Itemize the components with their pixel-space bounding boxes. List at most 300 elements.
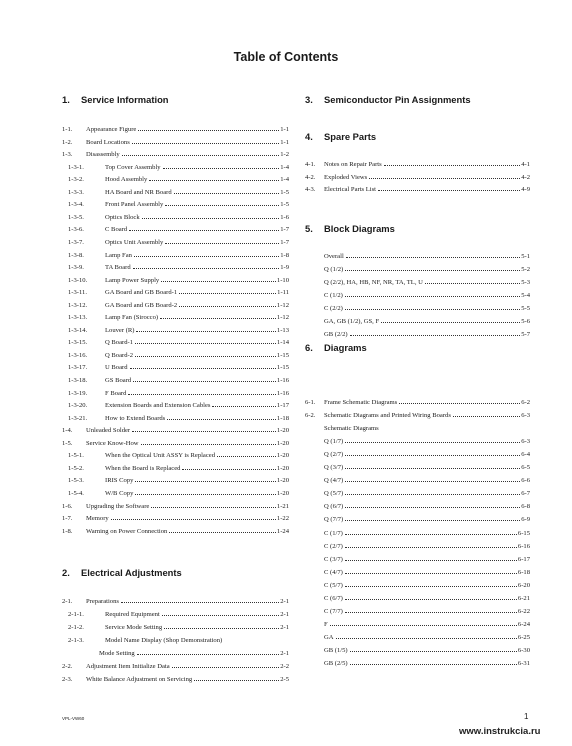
section-number: 4. — [305, 131, 313, 142]
entry-title: GB (2/5) — [324, 660, 348, 667]
entry-title: U Board — [105, 364, 128, 371]
dot-leader — [381, 322, 520, 323]
entry-page: 1-21 — [276, 503, 289, 510]
entry-title: Top Cover Assembly — [105, 164, 161, 171]
toc-entry[interactable] — [62, 513, 289, 524]
entry-page: 1-1 — [280, 139, 289, 146]
toc-entry[interactable] — [305, 658, 530, 669]
toc-entry[interactable] — [62, 262, 289, 273]
entry-number: 1-3-14. — [68, 327, 88, 334]
section-heading — [305, 342, 367, 353]
entry-title: Disassembly — [86, 151, 120, 158]
entry-title: C Board — [105, 226, 128, 233]
entry-title: GB (1/5) — [324, 647, 348, 654]
entry-title: Service Mode Setting — [105, 624, 163, 631]
toc-entry[interactable] — [305, 329, 530, 340]
section-heading — [62, 567, 182, 578]
dot-leader — [345, 573, 517, 574]
entry-page: 1-4 — [280, 176, 289, 183]
entry-page: 5-6 — [521, 318, 530, 325]
toc-entry[interactable] — [305, 619, 530, 630]
entry-page: 6-17 — [517, 556, 530, 563]
entry-number: 1-4. — [62, 427, 73, 434]
dot-leader — [345, 270, 520, 271]
dot-leader — [161, 281, 276, 282]
entry-title: C (2/2) — [324, 305, 343, 312]
dot-leader — [179, 306, 276, 307]
toc-entry[interactable] — [305, 514, 530, 525]
entry-number: 1-1. — [62, 126, 73, 133]
toc-entry[interactable] — [62, 212, 289, 223]
dot-leader — [217, 456, 276, 457]
entry-page: 5-7 — [521, 331, 530, 338]
entry-page: 1-20 — [276, 465, 289, 472]
entry-title: Schematic Diagrams and Printed Wiring Boards — [324, 412, 451, 419]
page-number: 1 — [524, 712, 529, 721]
entry-number: 1-5-4. — [68, 490, 84, 497]
entry-title: Adjustment Item Initialize Data — [86, 663, 170, 670]
section-heading — [62, 94, 169, 105]
entry-title: Q (7/7) — [324, 516, 344, 523]
toc-entry[interactable] — [305, 290, 530, 301]
entry-page: 2-1 — [280, 611, 289, 618]
toc-entry[interactable] — [305, 528, 530, 539]
dot-leader — [212, 406, 275, 407]
entry-page: 6-31 — [517, 660, 530, 667]
toc-entry[interactable] — [62, 661, 289, 672]
entry-title: Hood Assembly — [105, 176, 148, 183]
entry-page: 1-5 — [280, 201, 289, 208]
toc-entry[interactable] — [305, 397, 530, 408]
entry-title: Notes on Repair Parts — [324, 161, 382, 168]
entry-number: 1-3-7. — [68, 239, 84, 246]
toc-entry[interactable] — [305, 303, 530, 314]
entry-page: 1-15 — [276, 364, 289, 371]
entry-page: 1-4 — [280, 164, 289, 171]
entry-title: When the Optical Unit ASSY is Replaced — [105, 452, 215, 459]
entry-page: 1-5 — [280, 189, 289, 196]
entry-page: 6-16 — [517, 543, 530, 550]
entry-number: 1-3-15. — [68, 339, 88, 346]
dot-leader — [169, 532, 276, 533]
toc-entry[interactable] — [62, 174, 289, 185]
dot-leader — [130, 368, 276, 369]
section-heading — [305, 94, 471, 105]
entry-title: Preparations — [86, 598, 119, 605]
toc-entry[interactable] — [305, 501, 530, 512]
toc-entry[interactable] — [305, 488, 530, 499]
dot-leader — [122, 155, 280, 156]
toc-entry[interactable] — [62, 413, 289, 424]
dot-leader — [378, 190, 520, 191]
entry-page: 6-22 — [517, 608, 530, 615]
dot-leader — [336, 638, 517, 639]
toc-entry[interactable] — [62, 438, 289, 449]
toc-entry[interactable] — [305, 172, 530, 183]
dot-leader — [121, 602, 279, 603]
toc-entry[interactable] — [62, 526, 289, 537]
entry-page: 5-5 — [521, 305, 530, 312]
entry-title: Q Board-2 — [105, 352, 134, 359]
entry-page: 1-11 — [277, 289, 289, 296]
entry-title: W/B Copy — [105, 490, 134, 497]
toc-entry[interactable] — [62, 609, 289, 620]
entry-title: Appearance Figure — [86, 126, 137, 133]
entry-title: Q (1/2) — [324, 266, 344, 273]
entry-title: C (3/7) — [324, 556, 343, 563]
entry-page: 6-3 — [521, 438, 530, 445]
toc-entry[interactable] — [305, 645, 530, 656]
toc-entry[interactable] — [62, 312, 289, 323]
entry-title: C (1/7) — [324, 530, 343, 537]
section-title: Semiconductor Pin Assignments — [324, 94, 471, 105]
entry-page: 1-16 — [276, 390, 289, 397]
entry-title: IRIS Copy — [105, 477, 134, 484]
entry-title: Q (4/7) — [324, 477, 344, 484]
entry-page: 1-20 — [276, 452, 289, 459]
dot-leader — [345, 520, 520, 521]
dot-leader — [399, 403, 520, 404]
entry-title: Q (5/7) — [324, 490, 344, 497]
dot-leader — [174, 193, 280, 194]
toc-entry[interactable] — [305, 567, 530, 578]
entry-title: F — [324, 621, 328, 628]
entry-page: 2-5 — [280, 676, 289, 683]
toc-entry[interactable] — [305, 251, 530, 262]
toc-entry[interactable] — [62, 375, 289, 386]
entry-page: 1-16 — [276, 377, 289, 384]
entry-title: Board Locations — [86, 139, 130, 146]
entry-number: 2-1-3. — [68, 637, 84, 644]
entry-page: 6-5 — [521, 464, 530, 471]
dot-leader — [135, 356, 276, 357]
entry-number: 1-3-19. — [68, 390, 88, 397]
entry-number: 4-3. — [305, 186, 316, 193]
dot-leader — [163, 168, 280, 169]
entry-title: White Balance Adjustment on Servicing — [86, 676, 193, 683]
toc-entry[interactable] — [305, 277, 530, 288]
toc-entry[interactable] — [62, 488, 289, 499]
dot-leader — [345, 309, 520, 310]
entry-number: 1-3-4. — [68, 201, 84, 208]
entry-title: When the Board is Replaced — [105, 465, 181, 472]
toc-entry[interactable] — [305, 436, 530, 447]
entry-page: 6-6 — [521, 477, 530, 484]
dot-leader — [132, 143, 279, 144]
dot-leader — [111, 519, 276, 520]
entry-number: 6-2. — [305, 412, 316, 419]
entry-page: 4-1 — [521, 161, 530, 168]
entry-title: GA — [324, 634, 334, 641]
dot-leader — [151, 507, 276, 508]
dot-leader — [133, 381, 276, 382]
toc-entry[interactable] — [62, 388, 289, 399]
entry-number: 2-1-1. — [68, 611, 84, 618]
entry-number: 1-3-6. — [68, 226, 84, 233]
toc-entry[interactable] — [62, 463, 289, 474]
dot-leader — [345, 481, 520, 482]
entry-number: 1-8. — [62, 528, 73, 535]
dot-leader — [141, 444, 276, 445]
entry-title: Q Board-1 — [105, 339, 134, 346]
dot-leader — [194, 680, 279, 681]
toc-entry[interactable] — [305, 554, 530, 565]
entry-page: 1-7 — [280, 226, 289, 233]
entry-title: C (4/7) — [324, 569, 343, 576]
entry-title: C (7/7) — [324, 608, 343, 615]
entry-page: 6-8 — [521, 503, 530, 510]
section-number: 6. — [305, 342, 313, 353]
dot-leader — [369, 178, 520, 179]
entry-page: 1-7 — [280, 239, 289, 246]
dot-leader — [345, 442, 520, 443]
entry-number: 1-3. — [62, 151, 73, 158]
toc-entry[interactable] — [305, 593, 530, 604]
section-title: Spare Parts — [324, 131, 377, 142]
toc-entry[interactable] — [62, 362, 289, 373]
entry-page: 1-6 — [280, 214, 289, 221]
entry-page: 6-15 — [517, 530, 530, 537]
dot-leader — [134, 256, 279, 257]
dot-leader — [453, 416, 520, 417]
entry-number: 1-5-2. — [68, 465, 84, 472]
dot-leader — [142, 218, 280, 219]
toc-entry[interactable] — [62, 622, 289, 633]
entry-title: Optics Unit Assembly — [105, 239, 164, 246]
section-number: 2. — [62, 567, 70, 578]
entry-title: GA Board and GB Board-1 — [105, 289, 178, 296]
entry-number: 1-7. — [62, 515, 73, 522]
entry-number: 1-3-1. — [68, 164, 84, 171]
entry-title: Service Know-How — [86, 440, 139, 447]
toc-entry[interactable] — [62, 287, 289, 298]
toc-entry[interactable] — [62, 162, 289, 173]
toc-entry[interactable] — [62, 137, 289, 148]
toc-entry[interactable] — [62, 425, 289, 436]
entry-page: 1-13 — [276, 327, 289, 334]
entry-page: 4-9 — [521, 186, 530, 193]
dot-leader — [330, 625, 517, 626]
dot-leader — [135, 481, 276, 482]
entry-title: TA Board — [105, 264, 131, 271]
entry-page: 1-12 — [276, 314, 289, 321]
toc-entry[interactable] — [62, 475, 289, 486]
section-number: 3. — [305, 94, 313, 105]
entry-page: 1-20 — [276, 427, 289, 434]
dot-leader — [350, 651, 517, 652]
dot-leader — [345, 455, 520, 456]
toc-entry[interactable] — [305, 449, 530, 460]
entry-title: Q (2/7) — [324, 451, 344, 458]
entry-page: 1-20 — [276, 490, 289, 497]
toc-entry[interactable] — [305, 159, 530, 170]
entry-page: 4-2 — [521, 174, 530, 181]
toc-entry[interactable] — [62, 149, 289, 160]
dot-leader — [345, 494, 520, 495]
toc-entry[interactable] — [62, 199, 289, 210]
toc-entry[interactable] — [62, 450, 289, 461]
dot-leader — [129, 230, 279, 231]
entry-number: 1-5. — [62, 440, 73, 447]
entry-title: Schematic Diagrams — [324, 425, 379, 432]
entry-page: 5-1 — [521, 253, 530, 260]
entry-title: Upgrading the Software — [86, 503, 150, 510]
dot-leader — [345, 586, 517, 587]
entry-title: GA, GB (1/2), GS, F — [324, 318, 380, 325]
toc-entry[interactable] — [62, 124, 289, 135]
dot-leader — [165, 205, 279, 206]
toc-entry[interactable] — [305, 184, 530, 195]
dot-leader — [128, 394, 275, 395]
entry-title: Frame Schematic Diagrams — [324, 399, 398, 406]
entry-page: 1-18 — [276, 415, 289, 422]
entry-page: 6-24 — [517, 621, 530, 628]
toc-entry[interactable] — [62, 224, 289, 235]
entry-title: Warning on Power Connection — [86, 528, 168, 535]
entry-title: HA Board and NR Board — [105, 189, 172, 196]
entry-page: 2-2 — [280, 663, 289, 670]
toc-entry[interactable] — [62, 635, 289, 646]
model-number: VPL-VW60 — [62, 716, 85, 721]
entry-number: 1-3-13. — [68, 314, 88, 321]
section-number: 1. — [62, 94, 70, 105]
entry-title: Required Equipment — [105, 611, 160, 618]
toc-entry[interactable] — [305, 606, 530, 617]
dot-leader — [345, 507, 520, 508]
dot-leader — [345, 468, 520, 469]
entry-page: 6-9 — [521, 516, 530, 523]
entry-title: Extension Boards and Extension Cables — [105, 402, 211, 409]
dot-leader — [425, 283, 520, 284]
entry-title: Unleaded Solder — [86, 427, 131, 434]
entry-page: 1-8 — [280, 252, 289, 259]
toc-entry[interactable] — [305, 410, 530, 421]
dot-leader — [160, 318, 276, 319]
toc-entry[interactable] — [305, 316, 530, 327]
toc-entry[interactable] — [62, 400, 289, 411]
entry-page: 1-9 — [280, 264, 289, 271]
section-title: Diagrams — [324, 342, 367, 353]
toc-entry[interactable] — [62, 237, 289, 248]
watermark: www.instrukcia.ru — [459, 726, 541, 737]
entry-page: 1-14 — [276, 339, 289, 346]
entry-number: 1-3-17. — [68, 364, 88, 371]
entry-title: GS Board — [105, 377, 132, 384]
entry-number: 1-3-16. — [68, 352, 88, 359]
entry-title: Model Name Display (Shop Demonstration) — [105, 637, 223, 644]
dot-leader — [179, 293, 276, 294]
dot-leader — [172, 667, 280, 668]
toc-entry[interactable] — [62, 187, 289, 198]
entry-title: C (1/2) — [324, 292, 343, 299]
entry-page: 2-1 — [280, 598, 289, 605]
entry-page: 6-7 — [521, 490, 530, 497]
toc-entry[interactable] — [305, 475, 530, 486]
entry-number: 4-1. — [305, 161, 316, 168]
dot-leader — [350, 335, 521, 336]
entry-title: Louver (R) — [105, 327, 135, 334]
toc-entry[interactable] — [62, 325, 289, 336]
entry-number: 6-1. — [305, 399, 316, 406]
entry-page: 6-18 — [517, 569, 530, 576]
entry-page: 6-20 — [517, 582, 530, 589]
entry-title: Overall — [324, 253, 344, 260]
dot-leader — [345, 296, 520, 297]
entry-title: GA Board and GB Board-2 — [105, 302, 178, 309]
entry-number: 1-2. — [62, 139, 73, 146]
section-title: Block Diagrams — [324, 223, 395, 234]
section-heading — [305, 223, 395, 234]
entry-number: 1-6. — [62, 503, 73, 510]
entry-number: 1-3-11. — [68, 289, 87, 296]
toc-entry[interactable] — [62, 337, 289, 348]
dot-leader — [345, 612, 517, 613]
toc-entry[interactable] — [62, 350, 289, 361]
entry-page: 1-10 — [276, 277, 289, 284]
toc-entry[interactable] — [305, 580, 530, 591]
toc-entry[interactable] — [62, 674, 289, 685]
entry-number: 1-3-10. — [68, 277, 88, 284]
dot-leader — [345, 547, 517, 548]
section-number: 5. — [305, 223, 313, 234]
entry-number: 1-5-3. — [68, 477, 84, 484]
page-title: Table of Contents — [233, 50, 339, 64]
entry-page: 1-20 — [276, 440, 289, 447]
dot-leader — [165, 243, 279, 244]
entry-page: 1-24 — [276, 528, 289, 535]
toc-entry[interactable] — [62, 275, 289, 286]
entry-title: Memory — [86, 515, 109, 522]
dot-leader — [135, 494, 276, 495]
entry-title: Q (3/7) — [324, 464, 344, 471]
entry-number: 1-3-5. — [68, 214, 84, 221]
dot-leader — [345, 599, 517, 600]
entry-title: C (2/7) — [324, 543, 343, 550]
dot-leader — [162, 615, 279, 616]
section-title: Electrical Adjustments — [81, 567, 182, 578]
toc-entry[interactable] — [305, 462, 530, 473]
toc-entry[interactable] — [305, 632, 530, 643]
toc-entry[interactable] — [305, 541, 530, 552]
toc-entry[interactable] — [62, 300, 289, 311]
entry-page: 1-20 — [276, 477, 289, 484]
dot-leader — [136, 331, 275, 332]
entry-number: 4-2. — [305, 174, 316, 181]
dot-leader — [350, 664, 517, 665]
dot-leader — [346, 257, 520, 258]
entry-title: F Board — [105, 390, 127, 397]
entry-page: 2-1 — [280, 624, 289, 631]
toc-entry[interactable] — [305, 264, 530, 275]
entry-page: 5-4 — [521, 292, 530, 299]
toc-entry[interactable] — [62, 501, 289, 512]
toc-entry[interactable] — [305, 423, 530, 434]
entry-title: Exploded Views — [324, 174, 368, 181]
toc-entry[interactable] — [62, 596, 289, 607]
entry-page: 6-3 — [521, 412, 530, 419]
entry-number: 1-3-18. — [68, 377, 88, 384]
entry-page: 1-15 — [276, 352, 289, 359]
entry-number: 1-3-8. — [68, 252, 84, 259]
dot-leader — [137, 654, 279, 655]
dot-leader — [138, 130, 279, 131]
entry-page: 2-1 — [280, 650, 289, 657]
toc-entry[interactable] — [62, 250, 289, 261]
dot-leader — [182, 469, 275, 470]
dot-leader — [384, 165, 521, 166]
toc-entry[interactable] — [62, 648, 289, 659]
entry-page: 6-4 — [521, 451, 530, 458]
